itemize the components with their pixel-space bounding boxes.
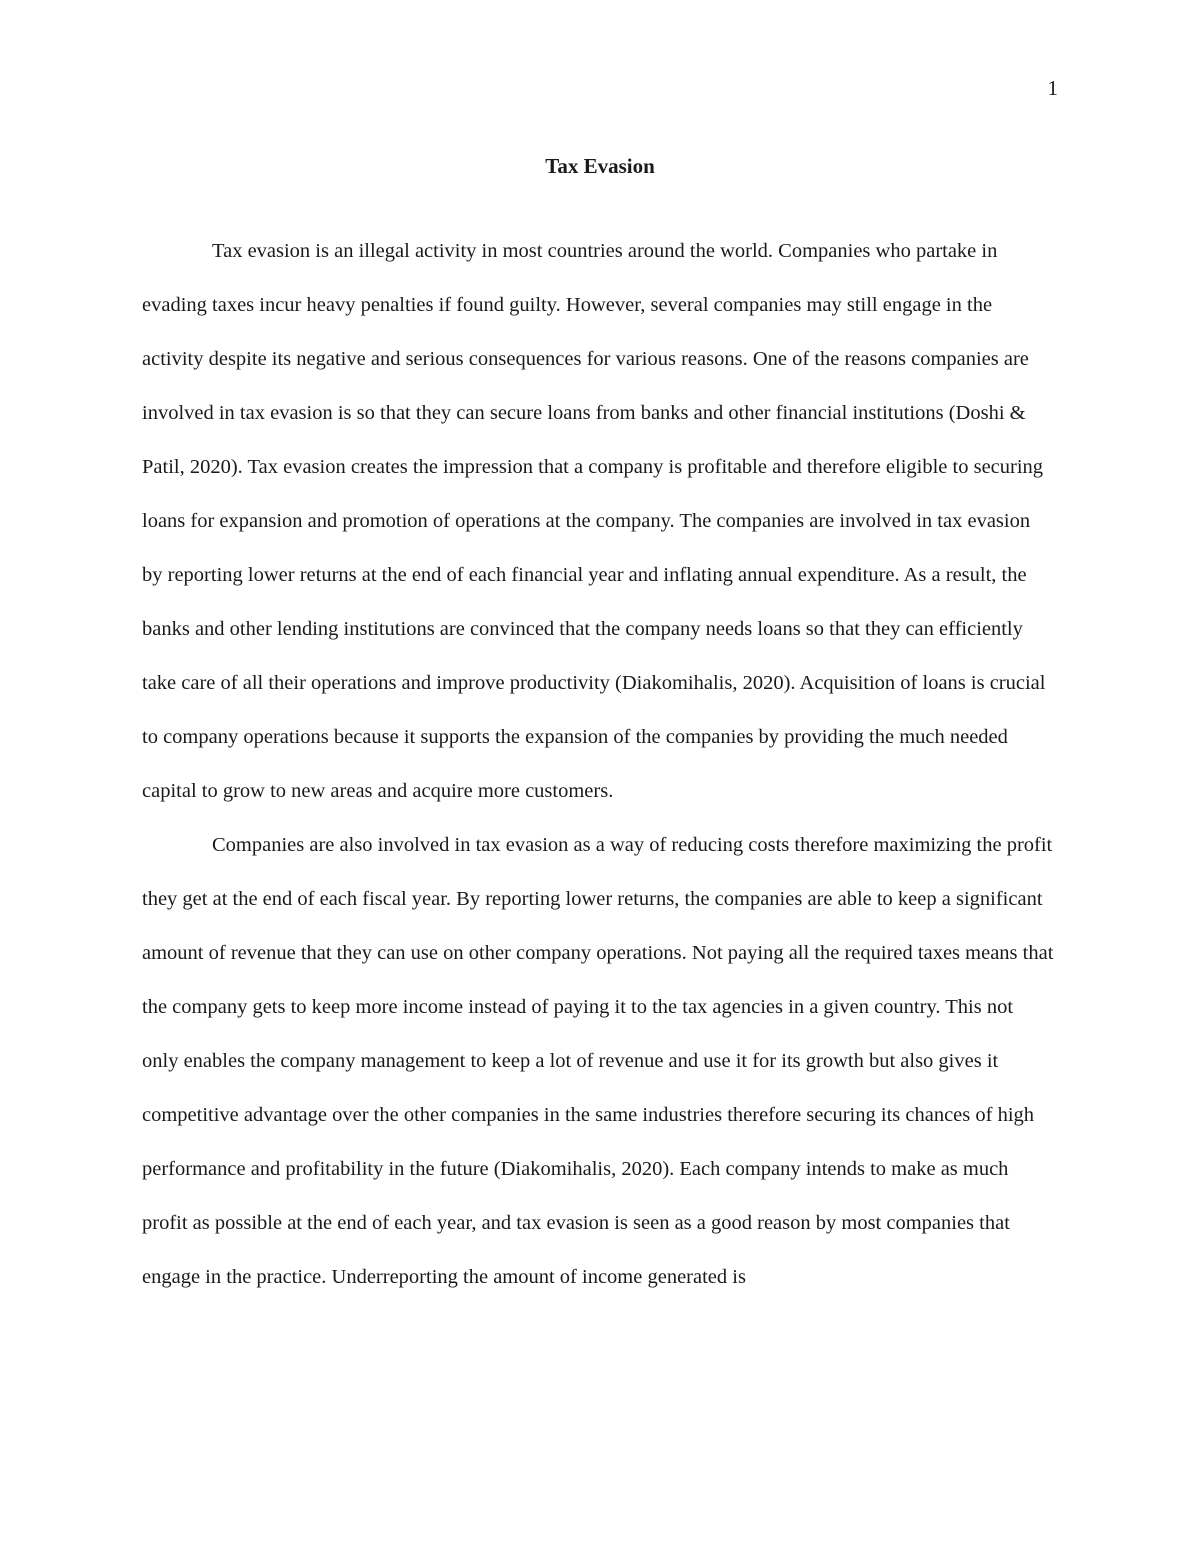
page-number: 1 [1047, 76, 1058, 100]
body-paragraph-2: Companies are also involved in tax evasion as a way of reducing costs therefore maximizing the profit they get at the end of each fiscal year. By reporting lower returns, the companies are able to keep a significant amount of revenue that they can use on other company operations. Not paying all the required taxes means that the company gets to keep more income instead of paying it to the tax agencies in a given country. This not only enables the company management to keep a lot of revenue and use it for its growth but also gives it competitive advantage over the other companies in the same industries therefore securing its chances of high performance and profitability in the future (Diakomihalis, 2020). Each company intends to make as much profit as possible at the end of each year, and tax evasion is seen as a good reason by most companies that engage in the practice. Underreporting the amount of income generated is [142, 834, 1054, 1288]
document-body [142, 224, 1054, 1304]
body-paragraph-1: Tax evasion is an illegal activity in most countries around the world. Companies who partake in evading taxes incur heavy penalties if found guilty. However, several companies may still engage in the activity despite its negative and serious consequences for various reasons. One of the reasons companies are involved in tax evasion is so that they can secure loans from banks and other financial institutions (Doshi & Patil, 2020). Tax evasion creates the impression that a company is profitable and therefore eligible to securing loans for expansion and promotion of operations at the company. The companies are involved in tax evasion by reporting lower returns at the end of each financial year and inflating annual expenditure. As a result, the banks and other lending institutions are convinced that the company needs loans so that they can efficiently take care of all their operations and improve productivity (Diakomihalis, 2020). Acquisition of loans is crucial to company operations because it supports the expansion of the companies by providing the much needed capital to grow to new areas and acquire more customers. [142, 240, 1046, 802]
document-title: Tax Evasion [545, 154, 655, 178]
